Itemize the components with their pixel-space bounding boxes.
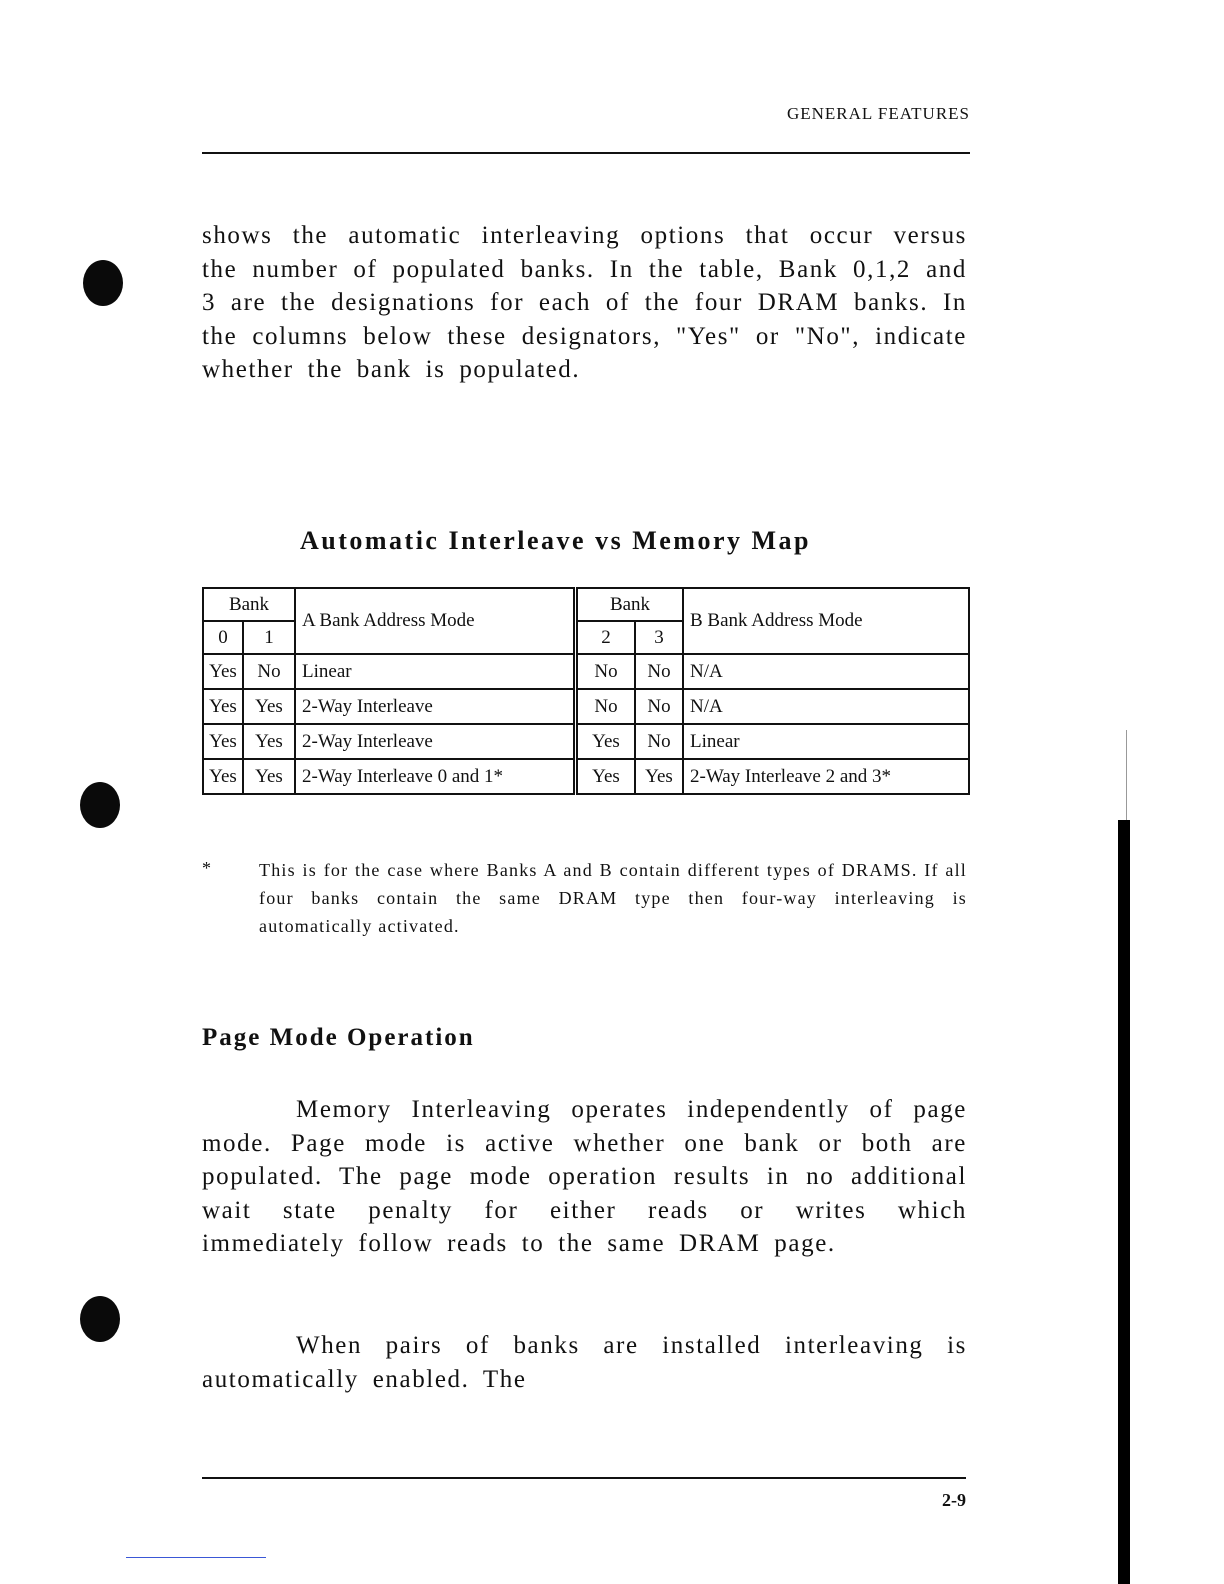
bank-a-header: Bank: [203, 588, 295, 621]
footnote-marker: *: [202, 858, 211, 878]
cell-bank3: No: [635, 689, 683, 724]
cell-bank3: No: [635, 724, 683, 759]
scan-blue-line: [126, 1557, 266, 1558]
scan-edge-line: [1126, 730, 1127, 820]
header-rule: [202, 152, 970, 154]
cell-mode-b: N/A: [683, 654, 969, 689]
page-number: 2-9: [942, 1490, 966, 1510]
cell-bank1: No: [243, 654, 295, 689]
section-paragraph-1: Memory Interleaving operates independently of page mode. Page mode is active whether one bank or both are populated. The page mode operation results in no additional wait state penalty for either reads or writes which immediately follow reads to the same DRAM page.: [202, 1096, 967, 1258]
mode-b-header: B Bank Address Mode: [683, 588, 969, 654]
cell-bank0: Yes: [203, 724, 243, 759]
punch-hole-middle: [80, 782, 120, 828]
cell-bank1: Yes: [243, 724, 295, 759]
cell-bank2: Yes: [576, 759, 636, 794]
bank2-header: 2: [576, 621, 636, 654]
mode-a-header: A Bank Address Mode: [295, 588, 576, 654]
cell-bank2: No: [576, 654, 636, 689]
cell-bank1: Yes: [243, 759, 295, 794]
cell-mode-a: 2-Way Interleave: [295, 689, 576, 724]
bank0-header: 0: [203, 621, 243, 654]
bank-b-header: Bank: [576, 588, 684, 621]
table-header-row: [203, 588, 969, 621]
cell-bank0: Yes: [203, 654, 243, 689]
cell-mode-b: 2-Way Interleave 2 and 3*: [683, 759, 969, 794]
punch-hole-top: [83, 260, 123, 306]
table-row: [203, 759, 969, 794]
cell-mode-a: Linear: [295, 654, 576, 689]
cell-bank2: Yes: [576, 724, 636, 759]
bank1-header: 1: [243, 621, 295, 654]
section-heading: Page Mode Operation: [202, 1024, 475, 1051]
cell-mode-a: 2-Way Interleave: [295, 724, 576, 759]
punch-hole-bottom: [80, 1296, 120, 1342]
table-row: [203, 724, 969, 759]
cell-mode-b: Linear: [683, 724, 969, 759]
cell-bank0: Yes: [203, 689, 243, 724]
cell-mode-b: N/A: [683, 689, 969, 724]
interleave-table: [202, 587, 970, 795]
table-row: [203, 654, 969, 689]
cell-bank1: Yes: [243, 689, 295, 724]
footer-rule: [202, 1477, 966, 1479]
footnote-text: This is for the case where Banks A and B contain different types of DRAMS. If all four banks contain the same DRAM type then four-way interleaving is automatically activated.: [259, 860, 967, 936]
bank3-header: 3: [635, 621, 683, 654]
scan-edge-bar: [1118, 820, 1130, 1584]
cell-bank3: Yes: [635, 759, 683, 794]
table-row: [203, 689, 969, 724]
section-paragraph-2: When pairs of banks are installed interleaving is automatically enabled. The: [202, 1332, 967, 1393]
table-title: Automatic Interleave vs Memory Map: [300, 526, 811, 555]
running-header: GENERAL FEATURES: [786, 104, 970, 123]
cell-bank2: No: [576, 689, 636, 724]
cell-mode-a: 2-Way Interleave 0 and 1*: [295, 759, 576, 794]
cell-bank0: Yes: [203, 759, 243, 794]
cell-bank3: No: [635, 654, 683, 689]
intro-paragraph: shows the automatic interleaving options that occur versus the number of populated banks. In the table, Bank 0,1,2 and 3 are the designations for each of the four DRAM banks. In the columns below these designators, "Yes" or "No", indicate whether the bank is populated.: [202, 222, 967, 384]
